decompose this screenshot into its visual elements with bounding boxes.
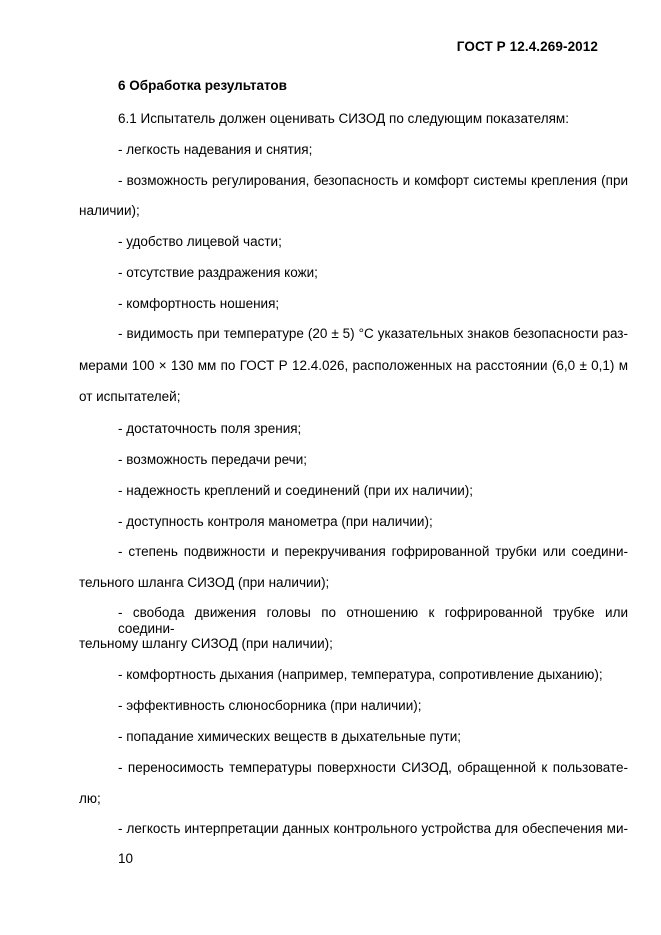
list-item: - отсутствие раздражения кожи; [118,265,318,280]
list-item: - возможность передачи речи; [118,452,308,467]
list-item: - достаточность поля зрения; [118,421,302,436]
list-item: - степень подвижности и перекручивания гофрированной трубки или соедини- [118,544,628,559]
list-item-continuation: от испытателей; [79,389,181,404]
list-item: - легкость надевания и снятия; [118,142,313,157]
list-item-continuation: мерами 100 × 130 мм по ГОСТ Р 12.4.026, расположенных на расстоянии (6,0 ± 0,1) м [79,358,628,373]
list-item: - комфортность дыхания (например, температура, сопротивление дыханию); [118,667,603,682]
document-code: ГОСТ Р 12.4.269-2012 [456,39,598,54]
list-item: - эффективность слюносборника (при наличии); [118,698,422,713]
list-item-continuation: лю; [79,791,101,806]
list-item: - доступность контроля манометра (при наличии); [118,514,433,529]
list-item: - легкость интерпретации данных контрольного устройства для обеспечения ми- [118,821,628,836]
list-item: - удобство лицевой части; [118,234,282,249]
list-item-continuation: тельного шланга СИЗОД (при наличии); [79,575,330,590]
list-item-continuation: наличии); [79,203,140,218]
list-item: - надежность креплений и соединений (при их наличии); [118,483,474,498]
page-number: 10 [118,851,134,866]
list-item: - свобода движения головы по отношению к гофрированной трубке или соедини- [118,605,628,636]
paragraph-intro: 6.1 Испытатель должен оценивать СИЗОД по следующим показателям: [118,111,569,126]
list-item: - переносимость температуры поверхности СИЗОД, обращенной к пользовате- [118,760,628,775]
list-item: - видимость при температуре (20 ± 5) °С указательных знаков безопасности раз- [118,326,628,341]
list-item-continuation: тельному шлангу СИЗОД (при наличии); [79,636,333,651]
list-item: - возможность регулирования, безопасность и комфорт системы крепления (при [118,173,628,188]
list-item: - попадание химических веществ в дыхательные пути; [118,729,461,744]
section-title: 6 Обработка результатов [118,78,287,93]
list-item: - комфортность ношения; [118,296,280,311]
